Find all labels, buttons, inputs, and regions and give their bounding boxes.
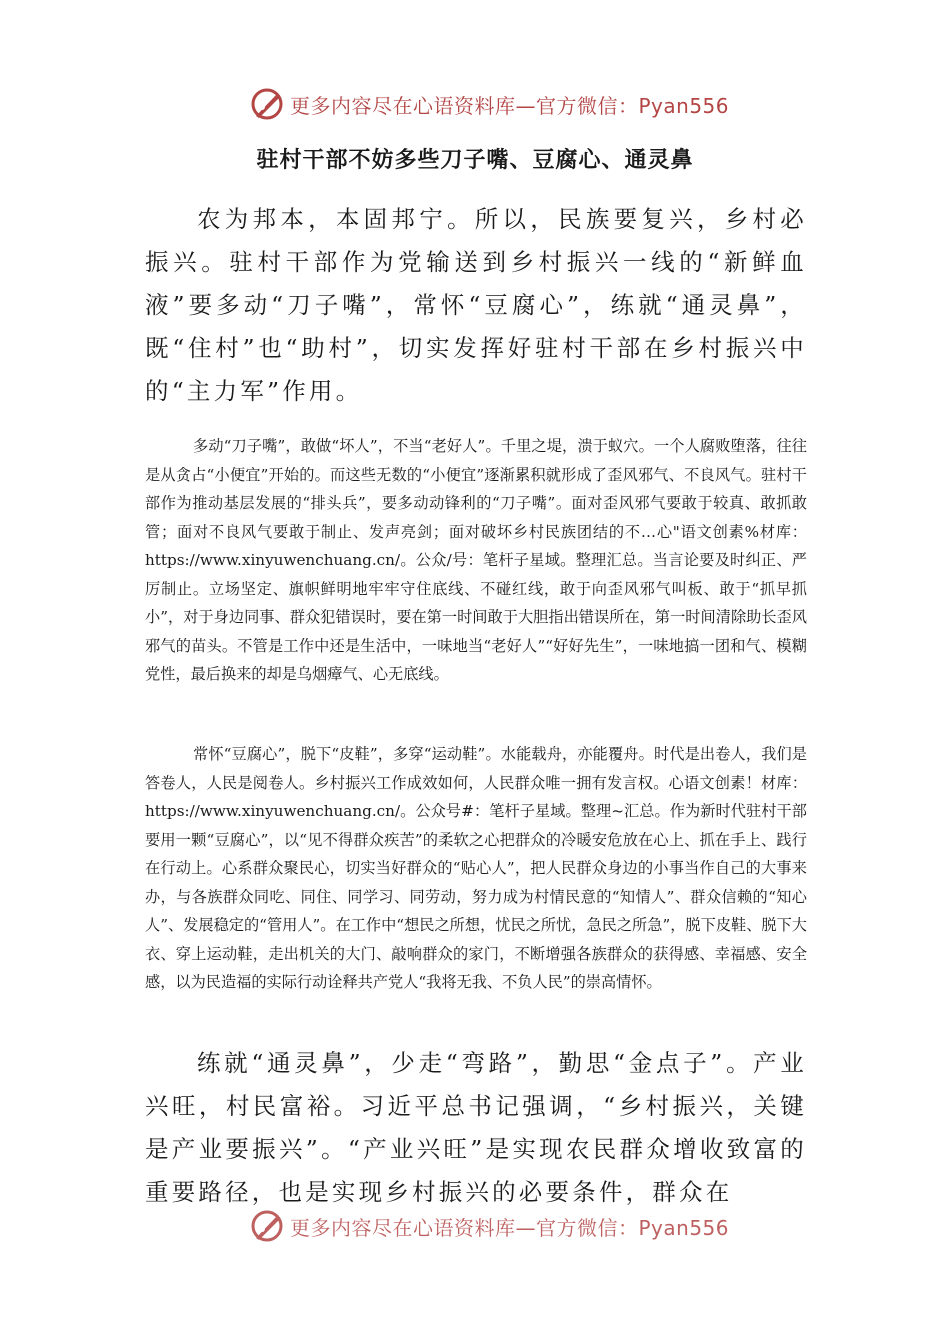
pen-logo-icon	[250, 1209, 284, 1243]
watermark-text: 更多内容尽在心语资料库—官方微信：Pyan556	[290, 93, 730, 118]
paragraph-intro: 农为邦本，本固邦宁。所以，民族要复兴，乡村必振兴。驻村干部作为党输送到乡村振兴一线的“新鲜血液”要多动“刀子嘴”，常怀“豆腐心”，练就“通灵鼻”，既“住村”也“助村”，切实发挥好驻村干部在乡村振兴中的“主力军”作用。	[145, 205, 807, 405]
paragraph-knife-mouth: 多动“刀子嘴”，敢做“坏人”，不当“老好人”。千里之堤，溃于蚁穴。一个人腐败堕落，往往是从贪占“小便宜”开始的。而这些无数的“小便宜”逐渐累积就形成了歪风邪气、不良风气。驻村干部作为推动基层发展的“排头兵”，要多动动锋利的“刀子嘴”。面对歪风邪气要敢于较真、敢抓敢管；面对不良风气要敢于制止、发声亮剑；面对破坏乡村民族团结的不…心"语文创素%材库：https://www.xinyuwenchuang.cn/。公众/号：笔杆子星域。整理汇总。当言论要及时纠正、严厉制止。立场坚定、旗帜鲜明地牢牢守住底线、不碰红线，敢于向歪风邪气叫板、敢于“抓早抓小”，对于身边同事、群众犯错误时，要在第一时间敢于大胆指出错误所在，第一时间清除助长歪风邪气的苗头。不管是工作中还是生活中，一味地当“老好人”“好好先生”，一味地搞一团和气、模糊党性，最后换来的却是乌烟瘴气、心无底线。	[145, 437, 807, 683]
watermark-text: 更多内容尽在心语资料库—官方微信：Pyan556	[290, 1215, 730, 1240]
paragraph-keen-nose: 练就“通灵鼻”，少走“弯路”，勤思“金点子”。产业兴旺，村民富裕。习近平总书记强调，“乡村振兴，关键是产业要振兴”。“产业兴旺”是实现农民群众增收致富的重要路径，也是实现乡村振兴的必要条件，群众在	[145, 1049, 807, 1206]
paragraph-tofu-heart: 常怀“豆腐心”，脱下“皮鞋”，多穿“运动鞋”。水能载舟，亦能覆舟。时代是出卷人，我们是答卷人，人民是阅卷人。乡村振兴工作成效如何，人民群众唯一拥有发言权。心语文创素！材库：https://www.xinyuwenchuang.cn/。公众号#：笔杆子星域。整理~汇总。作为新时代驻村干部要用一颗“豆腐心”，以“见不得群众疾苦”的柔软之心把群众的冷暖安危放在心上、抓在手上、践行在行动上。心系群众聚民心，切实当好群众的“贴心人”，把人民群众身边的小事当作自己的大事来办，与各族群众同吃、同住、同学习、同劳动，努力成为村情民意的“知情人”、群众信赖的“知心人”、发展稳定的“管用人”。在工作中“想民之所想，忧民之所忧，急民之所急”，脱下皮鞋、脱下大衣、穿上运动鞋，走出机关的大门、敲响群众的家门，不断增强各族群众的获得感、幸福感、安全感，以为民造福的实际行动诠释共产党人“我将无我、不负人民”的崇高情怀。	[145, 745, 807, 991]
page-title: 驻村干部不妨多些刀子嘴、豆腐心、通灵鼻	[256, 148, 694, 173]
pen-logo-icon	[250, 87, 284, 121]
footer-watermark	[250, 1208, 750, 1244]
header-watermark	[250, 86, 750, 122]
